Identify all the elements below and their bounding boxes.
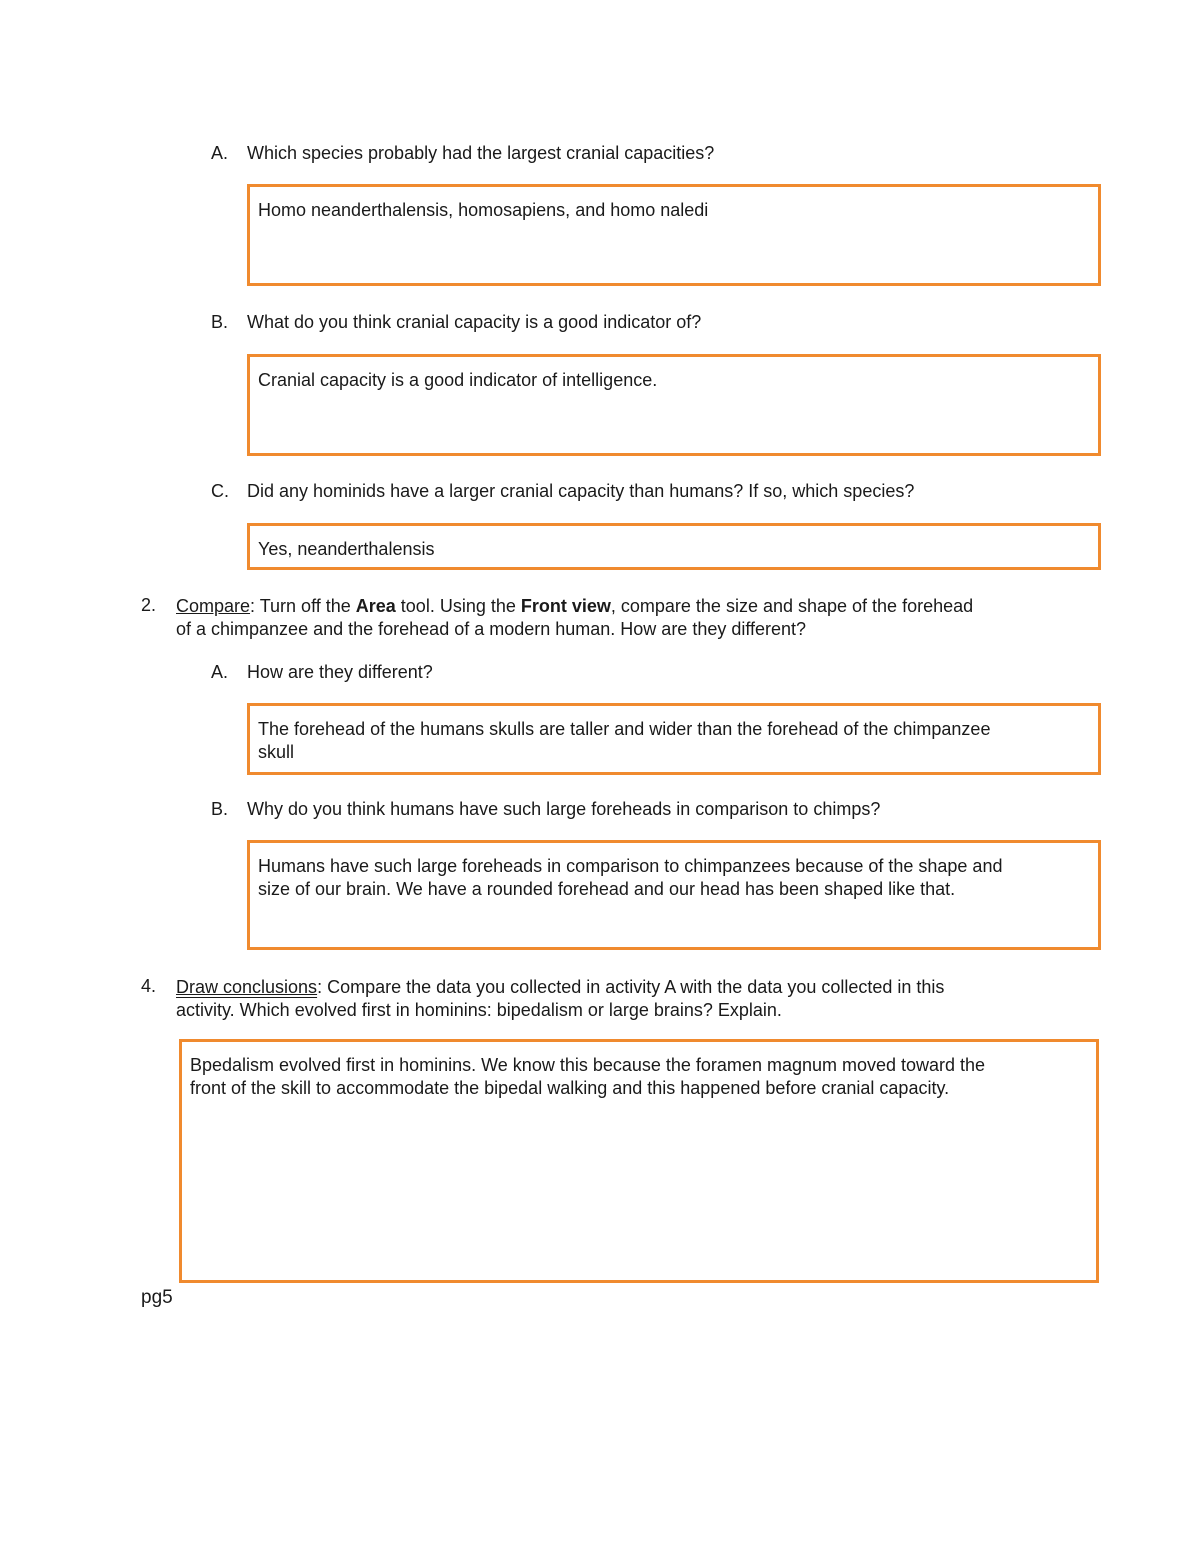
q1b-answer: Cranial capacity is a good indicator of intelligence. xyxy=(258,370,658,390)
q2-text-line-2: of a chimpanzee and the forehead of a modern human. How are they different? xyxy=(176,619,807,639)
q2b-question: Why do you think humans have such large foreheads in comparison to chimps? xyxy=(247,799,881,819)
q4-text-line-2: activity. Which evolved first in hominins: bipedalism or large brains? Explain. xyxy=(176,1000,782,1020)
q1c-answer-box[interactable] xyxy=(247,523,1101,570)
q1c-answer: Yes, neanderthalensis xyxy=(258,539,435,559)
q2b-label: B. xyxy=(211,799,229,819)
q2-number: 2. xyxy=(141,595,157,615)
q2-bold-front-view: Front view xyxy=(520,596,611,616)
q2-text-3: , compare the size and shape of the forehead xyxy=(610,596,974,616)
q1b-question: What do you think cranial capacity is a good indicator of? xyxy=(247,312,702,332)
q2-bold-area: Area xyxy=(355,596,396,616)
q2-text-1: : Turn off the xyxy=(250,596,356,616)
q1a-answer: Homo neanderthalensis, homosapiens, and homo naledi xyxy=(258,200,709,220)
q1b-answer-box[interactable] xyxy=(247,354,1101,456)
q1a-answer-box[interactable] xyxy=(247,184,1101,286)
q1b-label: B. xyxy=(211,312,229,332)
page-number: pg5 xyxy=(141,1287,173,1308)
q2b-answer-line-2: size of our brain. We have a rounded forehead and our head has been shaped like that. xyxy=(258,879,956,899)
q1a-label: A. xyxy=(211,143,229,163)
q2a-answer-box[interactable] xyxy=(247,703,1101,775)
q2a-answer-line-1: The forehead of the humans skulls are taller and wider than the forehead of the chimpanzee xyxy=(258,719,991,739)
q1a-question: Which species probably had the largest cranial capacities? xyxy=(247,143,715,163)
q2b-answer-line-1: Humans have such large foreheads in comparison to chimpanzees because of the shape and xyxy=(258,856,1003,876)
q1c-label: C. xyxy=(211,481,229,501)
q2a-question: How are they different? xyxy=(247,662,433,682)
q2b-answer-box[interactable] xyxy=(247,840,1101,950)
q1c-question: Did any hominids have a larger cranial capacity than humans? If so, which species? xyxy=(247,481,915,501)
q4-prompt xyxy=(176,976,944,1022)
q2-heading: Compare xyxy=(176,596,251,616)
q4-answer-line-2: front of the skill to accommodate the bipedal walking and this happened before cranial capacity. xyxy=(190,1078,950,1098)
q4-heading: Draw conclusions xyxy=(176,977,318,997)
q2-text-2: tool. Using the xyxy=(395,596,521,616)
q4-answer-line-1: Bpedalism evolved first in hominins. We know this because the foramen magnum moved toward the xyxy=(190,1055,986,1075)
q2-prompt xyxy=(176,595,973,641)
q2a-answer-line-2: skull xyxy=(258,742,295,762)
q2a-label: A. xyxy=(211,662,229,682)
q4-number: 4. xyxy=(141,976,157,996)
q4-text-1: : Compare the data you collected in activity A with the data you collected in this xyxy=(317,977,945,997)
q4-answer-box[interactable] xyxy=(179,1039,1099,1283)
